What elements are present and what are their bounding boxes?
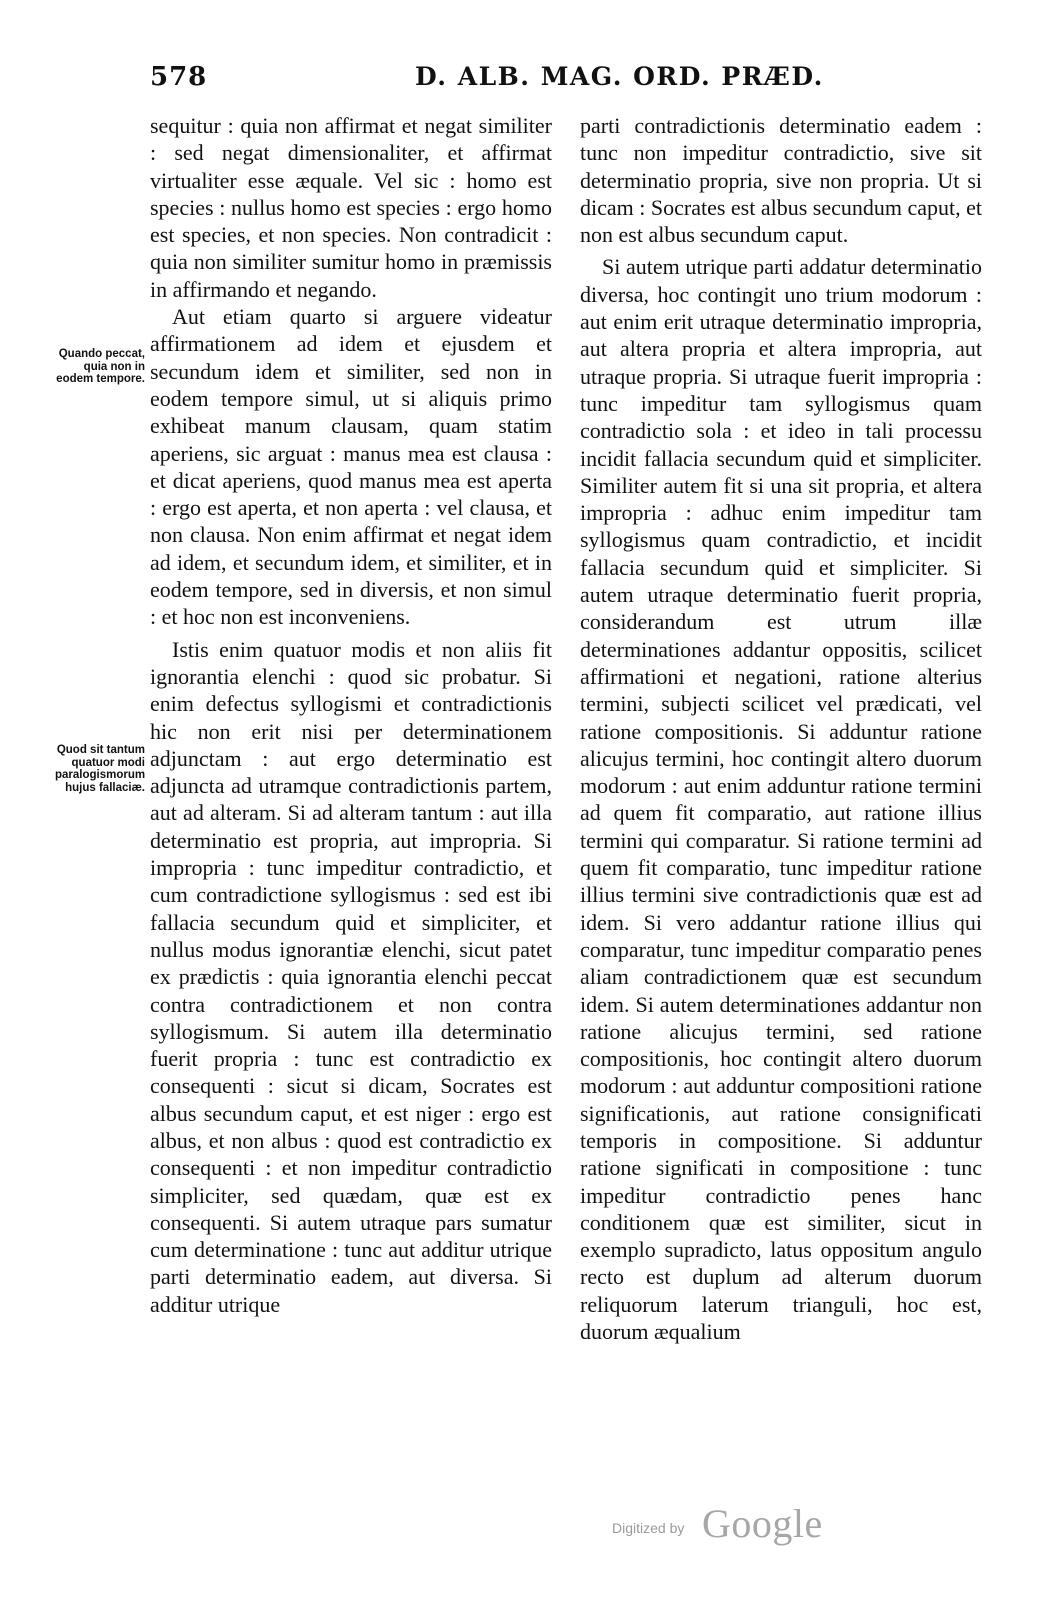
page-number: 578	[150, 62, 208, 92]
page-header	[0, 62, 1064, 102]
right-paragraph-1: parti contradictionis determinatio eadem : tunc non impeditur contradictio, sive sit determinatio propria, sive non propria. Ut si dicam : Socrates est albus secundum caput, et non est albus secundum caput.	[580, 113, 982, 248]
left-paragraph-3: Istis enim quatuor modis et non aliis fit ignorantia elenchi : quod sic probatur. Si enim defectus syllogismi et contradictionis hic non erit nisi per determinationem adjunctam : aut ergo determinatio est adjuncta ad utramque contradictionis partem, aut ad alteram. Si ad alteram tantum : aut illa determinatio est propria, aut impropria. Si impropria : tunc impeditur contradictio, et cum contradictione syllogismus : sed est ibi fallacia secundum quid et simpliciter, et nullus modus ignorantiæ elenchi, sicut patet ex prædictis : quia ignorantia elenchi peccat contra contradictionem et non contra syllogismum. Si autem illa determinatio fuerit propria : tunc est contradictio ex consequenti : sicut si dicam, Socrates est albus secundum caput, et est niger : ergo est albus, et non albus : quod est contradictio ex consequenti : et non impeditur contradictio simpliciter, sed quædam, quæ est ex consequenti. Si autem utraque pars sumatur cum determinatione : tunc aut additur utrique parti determinatio eadem, aut diversa. Si additur utrique	[150, 636, 552, 1317]
margin-note-2: Quod sit tantum quatuor modi paralogismorum hujus fallaciæ.	[55, 744, 146, 794]
left-paragraph-2: Aut etiam quarto si arguere videatur affirmationem ad idem et ejusdem et secundum idem et similiter, sed non in eodem tempore simul, ut si aliquis primo exhibeat manum clausam, quam statim aperiens, sic arguat : manus mea est clausa : et dicat aperiens, quod manus mea est aperta : ergo est aperta, et non aperta : vel clausa, et non clausa. Non enim affirmat et negat idem ad idem, et secundum idem, et similiter, et in eodem tempore, sed in diversis, et non simul : et hoc non est inconveniens.	[150, 304, 552, 630]
right-column	[580, 112, 982, 1345]
left-column	[150, 112, 552, 1318]
margin-note-1: Quando peccat, quia non in eodem tempore.	[56, 348, 145, 385]
digitized-by-label: Digitized by	[612, 1520, 685, 1536]
running-head: D. ALB. MAG. ORD. PRÆD.	[415, 62, 824, 91]
right-paragraph-2: Si autem utrique parti addatur determinatio diversa, hoc contingit uno trium modorum : aut enim erit utraque determinatio impropria, aut altera propria et altera impropria, aut utraque propria. Si utraque fuerit impropria : tunc impeditur tam syllogismus quam contradictio sola : et ideo in tali processu incidit fallacia secundum quid et simpliciter. Similiter autem fit si una sit propria, et altera impropria : adhuc enim impeditur tam syllogismus quam contradictio, et incidit fallacia secundum quid et simpliciter. Si autem utraque determinatio fuerit propria, considerandum est utrum illæ determinationes addantur oppositis, scilicet affirmationi et negationi, ratione alterius termini, subjecti scilicet vel prædicati, vel ratione compositionis. Si adduntur ratione alicujus termini, hoc contingit altero duorum modorum : aut enim adduntur ratione termini ad quem fit comparatio, aut ratione illius termini qui comparatur. Si ratione termini ad quem fit comparatio, tunc impeditur ratione illius termini sive contradictionis quæ est ad idem. Si vero addantur ratione illius qui comparatur, tunc impeditur comparatio penes aliam contradictionem quæ est secundum idem. Si autem determinationes addantur non ratione alicujus termini, sed ratione compositionis, hoc contingit altero duorum modorum : aut adduntur compositioni ratione significationis, aut ratione consignificati temporis in compositione. Si adduntur ratione significati in compositione : tunc impeditur contradictio penes hanc conditionem quæ est similiter, sicut in exemplo supradicto, latus oppositum angulo recto est duplum ad alterum duorum reliquorum laterum trianguli, hoc est, duorum æqualium	[580, 254, 982, 1345]
left-paragraph-1: sequitur : quia non affirmat et negat similiter : sed negat dimensionaliter, et affirmat virtualiter esse æquale. Vel sic : homo est species : nullus homo est species : ergo homo est species, et non species. Non contradicit : quia non similiter sumitur homo in præmissis in affirmando et negando.	[150, 113, 552, 302]
google-logo: Google	[702, 1501, 823, 1546]
footer-watermark	[600, 1500, 840, 1550]
